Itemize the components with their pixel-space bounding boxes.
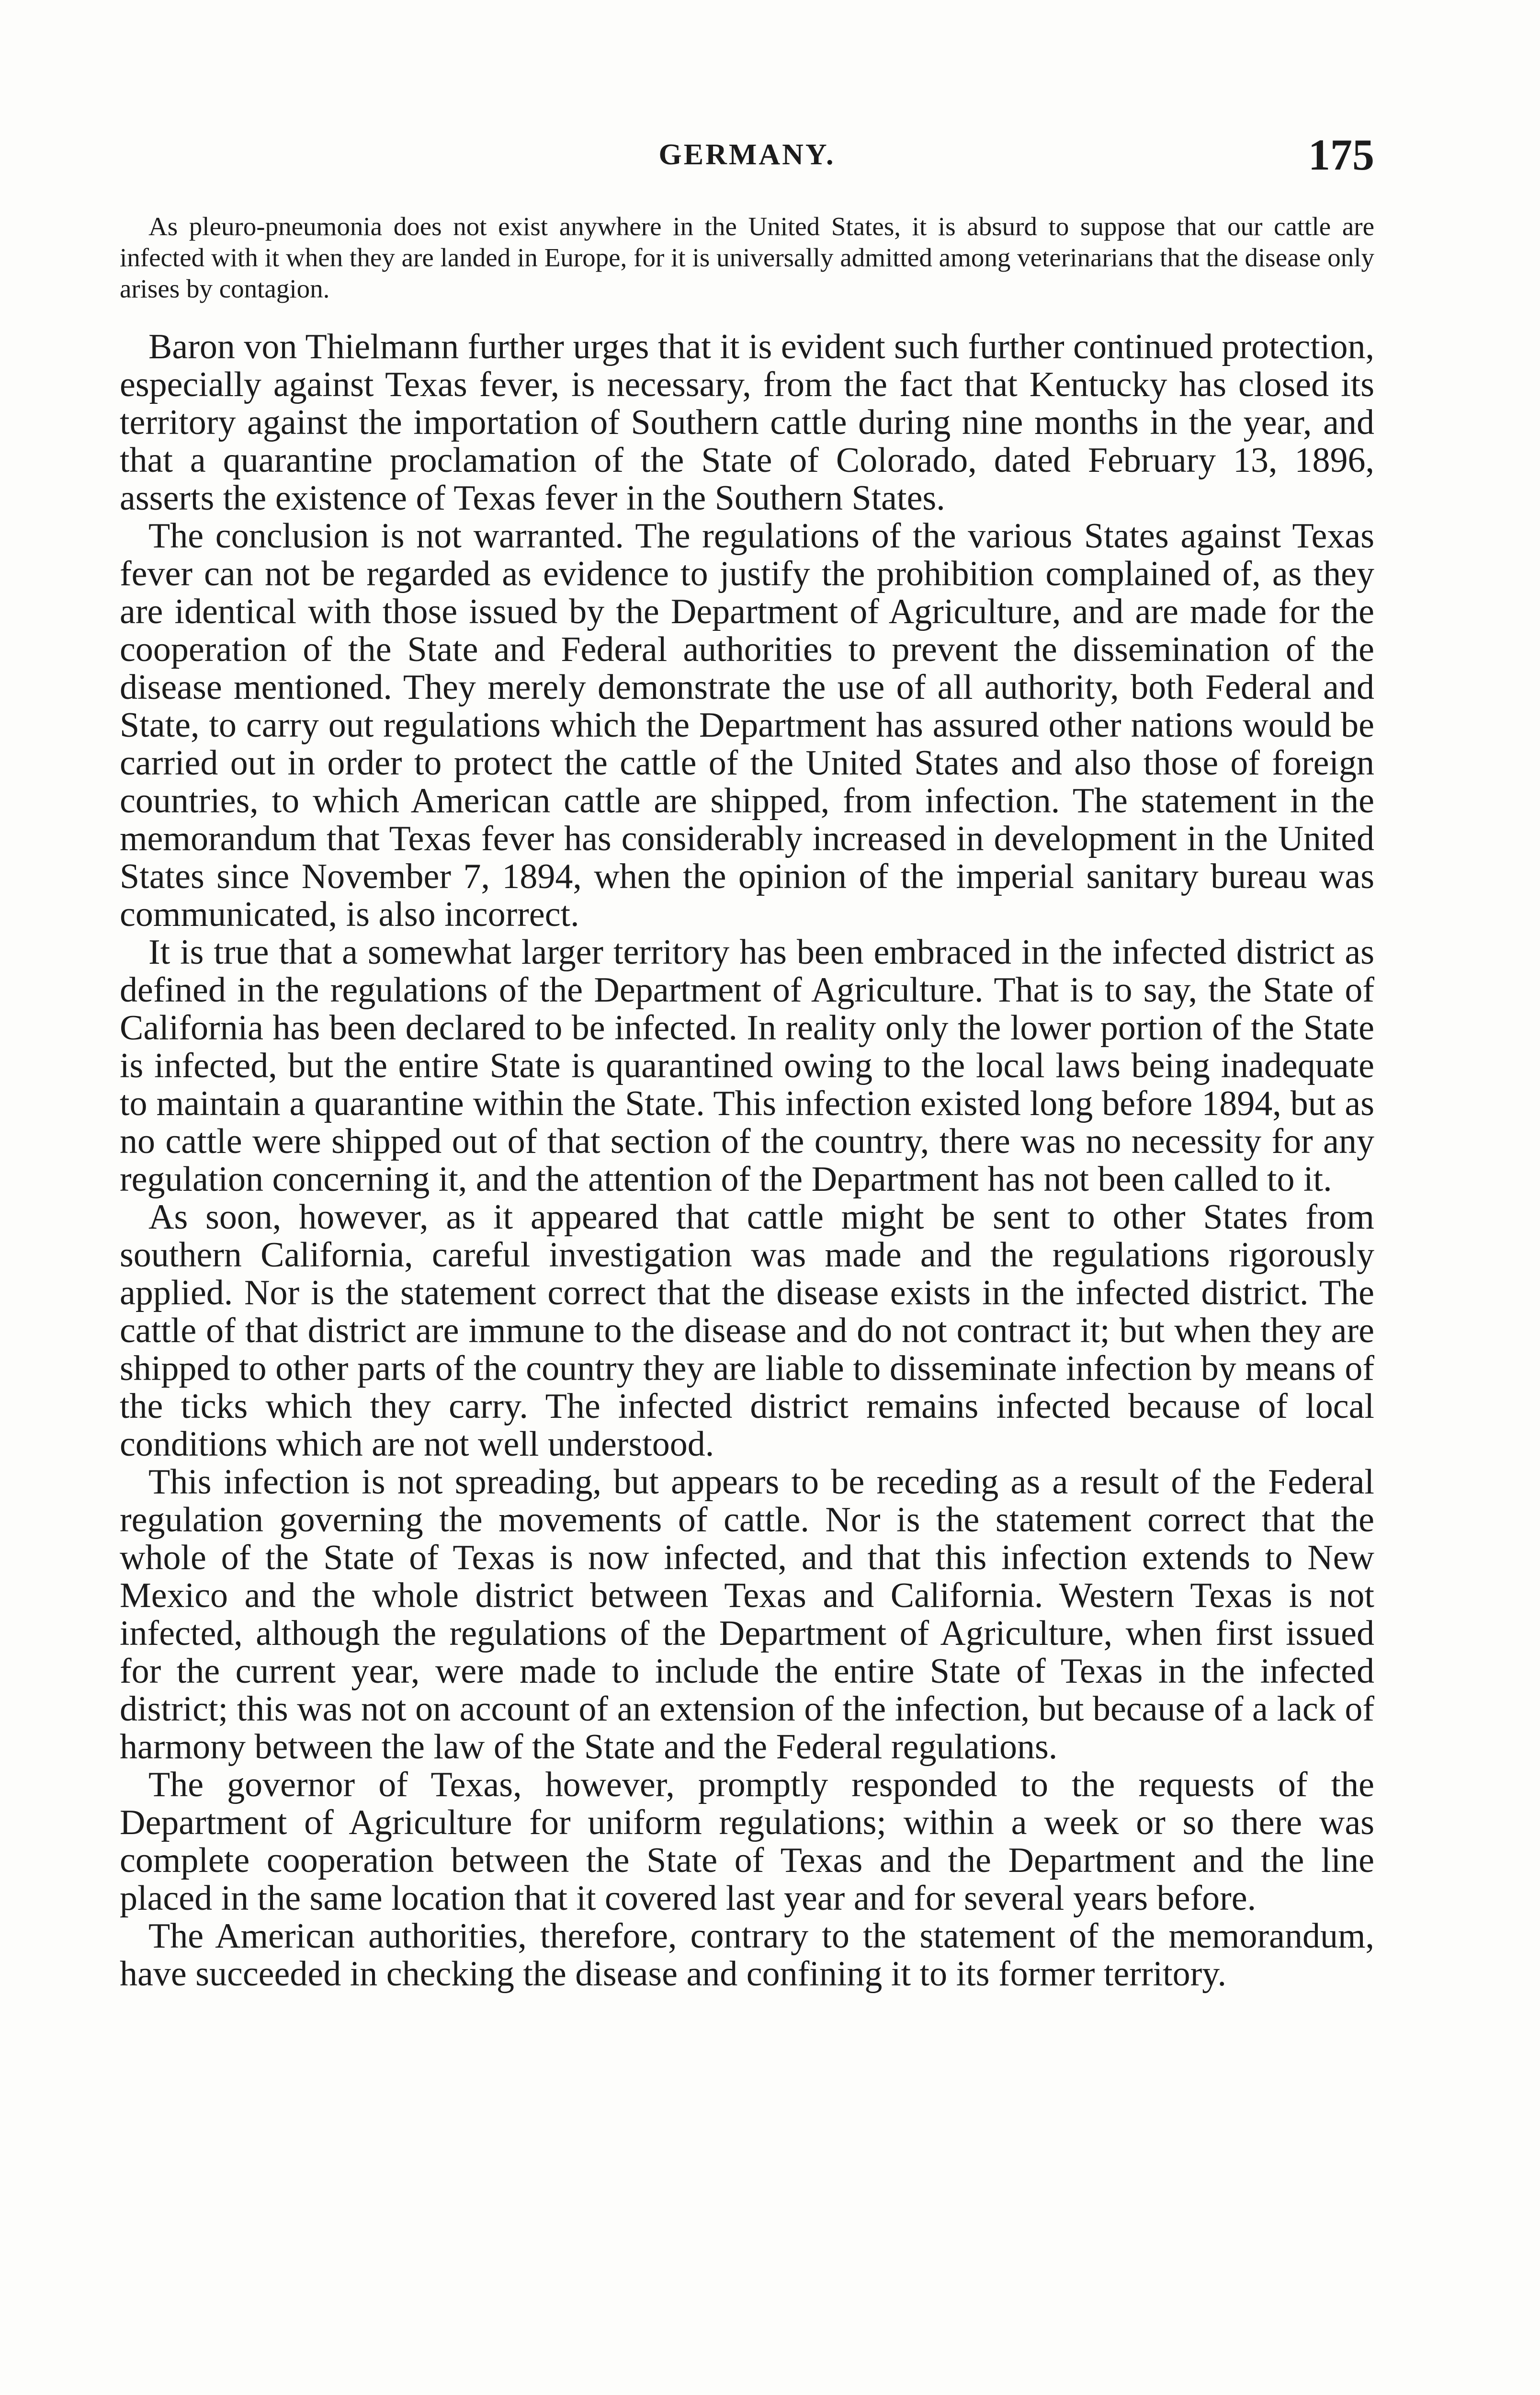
paragraph-5: This infection is not spreading, but appears to be receding as a result of the Federal regulation governing the movements of cattle. Nor is the statement correct that the whole of the State of Texas is now infected, and that this infection extends to New Mexico and the whole district between Texas and California. Western Texas is not infected, although the regulations of the Department of Agriculture, when first issued for the current year, were made to include the entire State of Texas in the infected district; this was not on account of an extension of the infection, but because of a lack of harmony between the law of the State and the Federal regulations. (120, 1462, 1374, 1767)
paragraph-1: Baron von Thielmann further urges that it is evident such further continued protection, especially against Texas fever, is necessary, from the fact that Kentucky has closed its territory against the importation of Southern cattle during nine months in the year, and that a quarantine proclamation of the State of Colorado, dated February 13, 1896, asserts the existence of Texas fever in the Southern States. (120, 327, 1374, 518)
paragraph-6: The governor of Texas, however, promptly responded to the requests of the Department of Agriculture for uniform regulations; within a week or so there was complete cooperation between the State of Texas and the Department and the line placed in the same location that it covered last year and for several years before. (120, 1765, 1374, 1918)
running-head: GERMANY. (658, 138, 836, 171)
footnote-paragraph: As pleuro-pneumonia does not exist anywhere in the United States, it is absurd to suppose that our cattle are infected with it when they are landed in Europe, for it is universally admitted among veterinarians that the disease only arises by contagion. (120, 212, 1374, 303)
body-text (120, 211, 1374, 1993)
paragraph-3: It is true that a somewhat larger territory has been embraced in the infected district as defined in the regulations of the Department of Agriculture. That is to say, the State of California has been declared to be infected. In reality only the lower portion of the State is infected, but the entire State is quarantined owing to the local laws being inadequate to maintain a quarantine within the State. This infection existed long before 1894, but as no cattle were shipped out of that section of the country, there was no necessity for any regulation concerning it, and the attention of the Department has not been called to it. (120, 933, 1374, 1199)
paragraph-7: The American authorities, therefore, contrary to the statement of the memorandum, have succeeded in checking the disease and confining it to its former territory. (120, 1916, 1374, 1994)
page-number: 175 (1308, 130, 1374, 179)
paragraph-2: The conclusion is not warranted. The regulations of the various States against Texas fever can not be regarded as evidence to justify the prohibition complained of, as they are identical with those issued by the Department of Agriculture, and are made for the cooperation of the State and Federal authorities to prevent the dissemination of the disease mentioned. They merely demonstrate the use of all authority, both Federal and State, to carry out regulations which the Department has assured other nations would be carried out in order to protect the cattle of the United States and also those of foreign countries, to which American cattle are shipped, from infection. The statement in the memorandum that Texas fever has considerably increased in development in the United States since November 7, 1894, when the opinion of the imperial sanitary bureau was communicated, is also incorrect. (120, 516, 1374, 934)
page-header (120, 129, 1374, 182)
paragraph-4: As soon, however, as it appeared that cattle might be sent to other States from southern California, careful investigation was made and the regulations rigorously applied. Nor is the statement correct that the disease exists in the infected district. The cattle of that district are immune to the disease and do not contract it; but when they are shipped to other parts of the country they are liable to disseminate infection by means of the ticks which they carry. The infected district remains infected because of local conditions which are not well understood. (120, 1198, 1374, 1464)
